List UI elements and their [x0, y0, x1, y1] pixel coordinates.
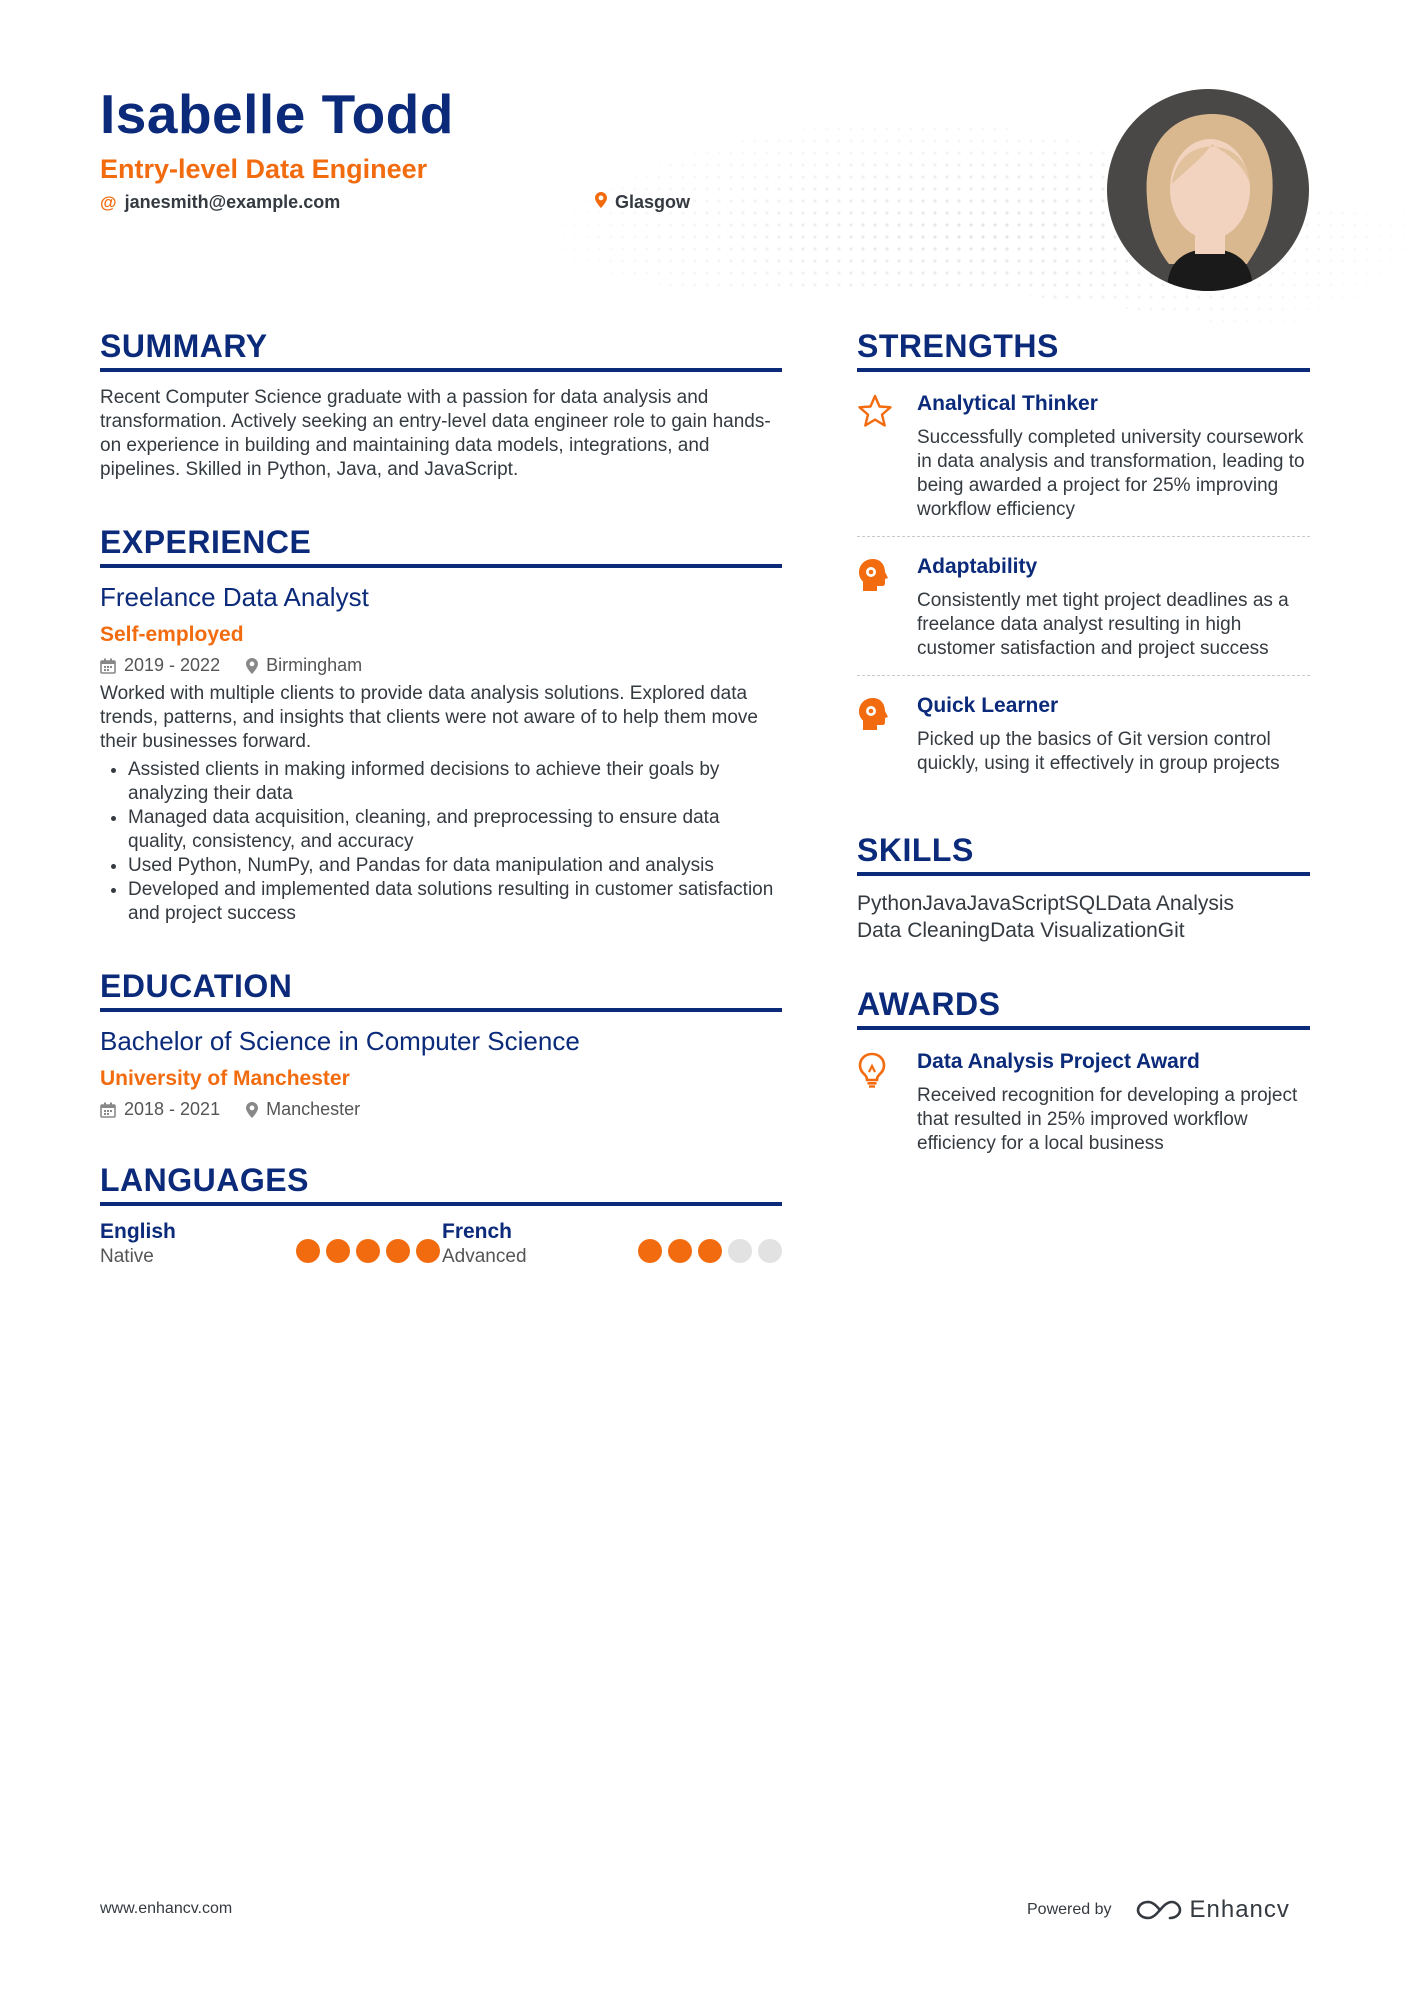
experience-item: [100, 582, 782, 926]
right-column: [857, 328, 1310, 1212]
award-title: Data Analysis Project Award: [917, 1050, 1200, 1073]
experience-location-text: Birmingham: [266, 655, 363, 675]
experience-bullet: • Developed and implemented data solutions resulting in customer satisfaction and project success: [128, 878, 782, 926]
award-description: Received recognition for developing a project that resulted in 25% improved workflow efficiency for a local business: [917, 1085, 1298, 1154]
language-level: Advanced: [442, 1246, 527, 1267]
rating-dot-filled: [296, 1239, 320, 1263]
location-text: Glasgow: [615, 192, 691, 212]
education-school: University of Manchester: [100, 1067, 350, 1090]
job-title: Entry-level Data Engineer: [100, 154, 428, 184]
education-location: [246, 1099, 360, 1120]
skills-line: Data CleaningData VisualizationGit: [857, 919, 1185, 942]
education-heading: EDUCATION: [100, 968, 782, 1012]
head-icon: [857, 696, 891, 732]
summary-heading: SUMMARY: [100, 328, 782, 372]
skills-section: [857, 832, 1310, 944]
brand-name: Enhancv: [1189, 1896, 1290, 1923]
language-name: French: [442, 1220, 513, 1243]
awards-heading: AWARDS: [857, 986, 1310, 1030]
footer-website[interactable]: www.enhancv.com: [100, 1900, 233, 1917]
language-rating: [638, 1234, 782, 1268]
education-dates-text: 2018 - 2021: [124, 1099, 221, 1119]
strength-description: Successfully completed university coursework in data analysis and transformation, leading to being awarded a project for 25% improving workflow efficiency: [917, 427, 1305, 520]
rating-dot-filled: [326, 1239, 350, 1263]
skills-heading: SKILLS: [857, 832, 1310, 876]
strength-item: [857, 386, 1310, 537]
location-pin-icon: [246, 658, 258, 674]
strength-item: [857, 549, 1310, 676]
strength-item: [857, 688, 1310, 790]
rating-dot-filled: [356, 1239, 380, 1263]
experience-section: [100, 524, 782, 926]
powered-by-text: Powered by: [1027, 1901, 1112, 1918]
education-dates: [100, 1099, 220, 1120]
experience-role: Freelance Data Analyst: [100, 582, 369, 612]
experience-bullet: • Managed data acquisition, cleaning, and preprocessing to ensure data quality, consistency, and accuracy: [128, 806, 782, 854]
experience-bullet: • Assisted clients in making informed decisions to achieve their goals by analyzing their data: [128, 758, 782, 806]
contact-location: [595, 192, 690, 213]
education-location-text: Manchester: [266, 1099, 361, 1119]
strengths-section: [857, 328, 1310, 790]
rating-dot-filled: [386, 1239, 410, 1263]
languages-heading: LANGUAGES: [100, 1162, 782, 1206]
experience-company: Self-employed: [100, 623, 244, 646]
education-item: [100, 1026, 782, 1120]
education-section: [100, 968, 782, 1120]
calendar-icon: [100, 1102, 116, 1118]
education-degree: Bachelor of Science in Computer Science: [100, 1026, 580, 1056]
star-icon: [857, 394, 893, 428]
strength-description: Picked up the basics of Git version control quickly, using it effectively in group projects: [917, 729, 1280, 774]
language-rating: [296, 1234, 440, 1268]
rating-dot-filled: [668, 1239, 692, 1263]
rating-dot-filled: [416, 1239, 440, 1263]
experience-dates: [100, 655, 220, 676]
rating-dot-filled: [638, 1239, 662, 1263]
location-pin-icon: [595, 192, 607, 213]
experience-description: Worked with multiple clients to provide data analysis solutions. Explored data trends, patterns, and insights that clients were not aware of to help them move their businesses forward.: [100, 683, 758, 752]
summary-section: [100, 328, 782, 482]
award-item: [857, 1044, 1310, 1170]
summary-text: Recent Computer Science graduate with a passion for data analysis and transformation. Actively seeking an entry-level data engineer role to gain hands-on experience in building and maintaining data models, integrations, and pipelines. Skilled in Python, Java, and JavaScript.: [100, 387, 771, 480]
rating-dot-empty: [728, 1239, 752, 1263]
location-pin-icon: [246, 1102, 258, 1118]
strength-title: Adaptability: [917, 555, 1038, 578]
language-level: Native: [100, 1246, 154, 1267]
experience-bullets: [100, 758, 782, 926]
language-item: [442, 1220, 782, 1268]
enhancv-logo[interactable]: [1136, 1896, 1290, 1924]
left-column: [100, 328, 782, 1310]
contact-email[interactable]: [100, 192, 340, 213]
awards-section: [857, 986, 1310, 1170]
rating-dot-empty: [758, 1239, 782, 1263]
experience-bullet: • Used Python, NumPy, and Pandas for data manipulation and analysis: [128, 854, 782, 878]
experience-heading: EXPERIENCE: [100, 524, 782, 568]
languages-section: [100, 1162, 782, 1268]
head-icon: [857, 557, 891, 593]
rating-dot-filled: [698, 1239, 722, 1263]
strength-title: Analytical Thinker: [917, 392, 1098, 415]
email-text: janesmith@example.com: [124, 192, 341, 212]
footer-brand: [1027, 1896, 1290, 1924]
enhancv-logo-icon: [1136, 1898, 1182, 1922]
profile-photo: [1107, 89, 1309, 291]
calendar-icon: [100, 658, 116, 674]
at-icon: @: [100, 192, 117, 212]
candidate-name: Isabelle Todd: [100, 83, 454, 145]
lightbulb-icon: [857, 1052, 887, 1088]
strengths-heading: STRENGTHS: [857, 328, 1310, 372]
experience-dates-text: 2019 - 2022: [124, 655, 221, 675]
language-name: English: [100, 1220, 176, 1243]
strength-description: Consistently met tight project deadlines as a freelance data analyst resulting in high customer satisfaction and project success: [917, 590, 1289, 659]
language-item: [100, 1220, 440, 1268]
strength-title: Quick Learner: [917, 694, 1059, 717]
skills-line: PythonJavaJavaScriptSQLData Analysis: [857, 892, 1235, 915]
experience-location: [246, 655, 362, 676]
